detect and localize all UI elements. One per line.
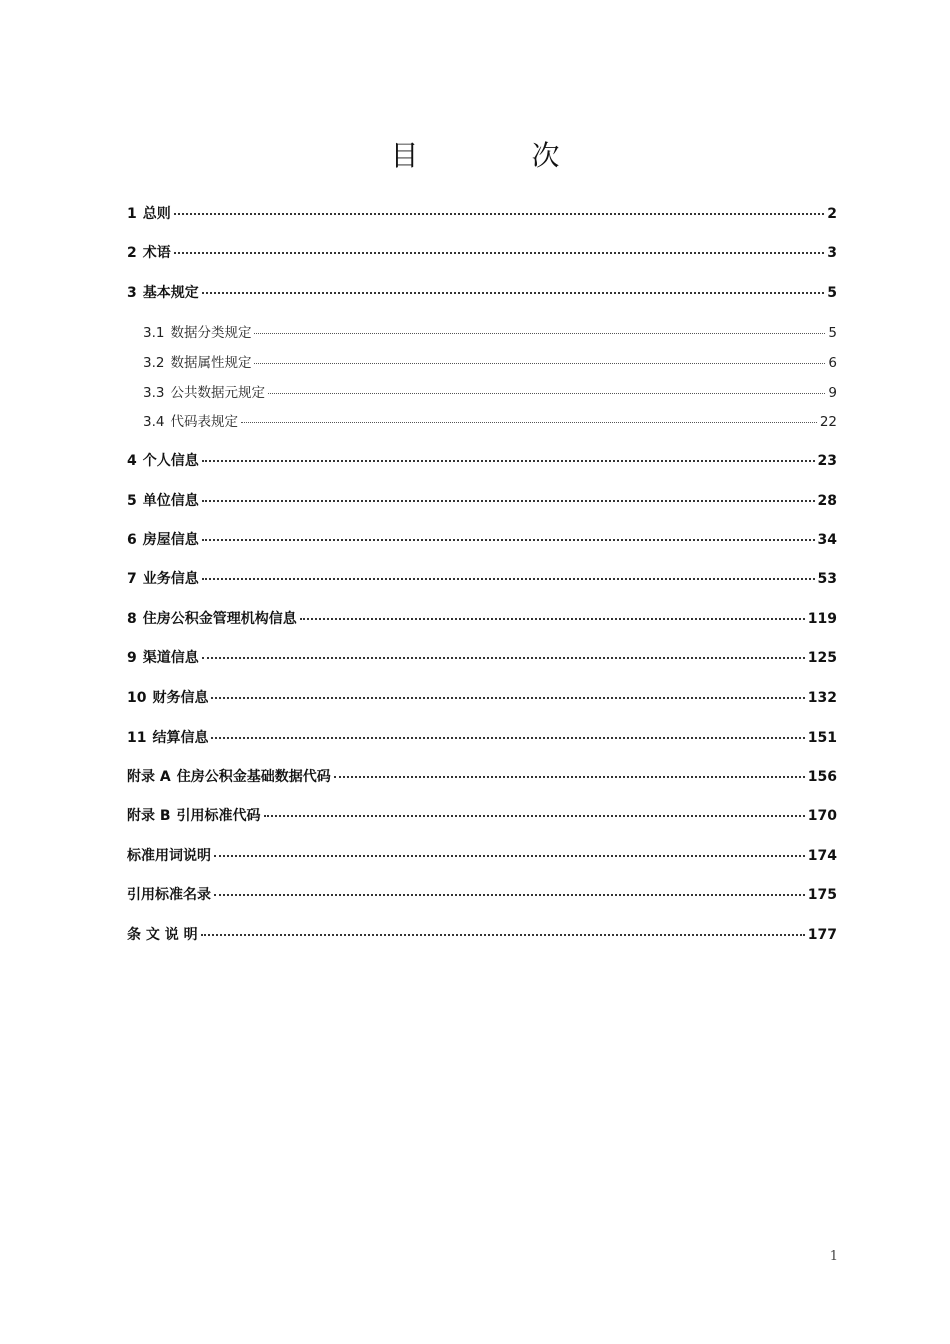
toc-subentry-classification[interactable] (127, 321, 837, 341)
toc-entry-label: 住房公积金管理机构信息 (142, 611, 297, 627)
toc-entry-unit-info[interactable] (127, 490, 837, 510)
toc-entry-housing-info[interactable] (127, 529, 837, 549)
toc-subentry-common-elements[interactable] (127, 381, 837, 401)
toc-entry-page: 6 (828, 355, 837, 371)
toc-entry-label: 财务信息 (152, 690, 209, 706)
dot-leader (202, 657, 805, 659)
toc-entry-label: 数据分类规定 (170, 325, 252, 341)
toc-entry-page: 174 (807, 848, 837, 864)
toc-entry-label: 标准用词说明 (127, 848, 211, 864)
toc-entry-business-info[interactable] (127, 568, 837, 588)
toc-entry-label: 条 文 说 明 (127, 927, 198, 943)
toc-entry-label: 公共数据元规定 (170, 385, 265, 401)
toc-entry-finance-info[interactable] (127, 687, 837, 707)
toc-entry-referenced-standards[interactable] (127, 884, 837, 904)
toc-entry-number: 1 (127, 206, 137, 222)
toc-entry-label: 住房公积金基础数据代码 (176, 769, 331, 785)
toc-entry-page: 125 (807, 650, 837, 666)
page-number: 1 (829, 1249, 838, 1264)
toc-entry-page: 5 (828, 325, 837, 341)
toc-entry-clause-explanation[interactable] (127, 924, 837, 944)
dot-leader (214, 894, 805, 896)
toc-subentry-code-tables[interactable] (127, 410, 837, 430)
toc-entry-page: 28 (817, 493, 837, 509)
toc-entry-number: 11 (127, 730, 147, 746)
toc-entry-number: 8 (127, 611, 137, 627)
toc-entry-label: 个人信息 (142, 453, 199, 469)
dot-leader (264, 815, 805, 817)
dot-leader (202, 539, 815, 541)
dot-leader (241, 422, 817, 423)
toc-entry-number: 10 (127, 690, 147, 706)
toc-entry-label: 引用标准名录 (127, 887, 211, 903)
dot-leader (268, 393, 825, 394)
toc-entry-page: 151 (807, 730, 837, 746)
toc-entry-page: 170 (807, 808, 837, 824)
toc-entry-number: 4 (127, 453, 137, 469)
toc-entry-terms[interactable] (127, 242, 837, 262)
toc-entry-label: 引用标准代码 (176, 808, 261, 824)
dot-leader (202, 460, 815, 462)
toc-entry-number: 3.3 (143, 385, 165, 401)
dot-leader (202, 500, 815, 502)
toc-entry-number: 3 (127, 285, 137, 301)
toc-entry-number: 2 (127, 245, 137, 261)
dot-leader (211, 737, 804, 739)
toc-entry-page: 5 (827, 285, 837, 301)
toc-entry-label: 代码表规定 (170, 414, 238, 430)
toc-entry-page: 3 (827, 245, 837, 261)
toc-subentry-attributes[interactable] (127, 351, 837, 371)
toc-entry-number: 9 (127, 650, 137, 666)
dot-leader (174, 213, 825, 215)
toc-entry-page: 175 (807, 887, 837, 903)
toc-entry-number: 附录 A (127, 769, 171, 785)
dot-leader (211, 697, 804, 699)
page-title: 目 次 (390, 139, 612, 172)
toc-entry-label: 渠道信息 (142, 650, 199, 666)
toc-entry-appendix-a[interactable] (127, 766, 837, 786)
toc-entry-wording-notes[interactable] (127, 845, 837, 865)
toc-entry-number: 3.2 (143, 355, 165, 371)
toc-entry-label: 房屋信息 (142, 532, 199, 548)
toc-entry-page: 9 (828, 385, 837, 401)
toc-entry-personal-info[interactable] (127, 450, 837, 470)
toc-entry-label: 基本规定 (142, 285, 199, 301)
toc-entry-page: 132 (807, 690, 837, 706)
toc-entry-general[interactable] (127, 203, 837, 223)
toc-entry-label: 总则 (142, 206, 171, 222)
dot-leader (254, 363, 825, 364)
toc-entry-number: 5 (127, 493, 137, 509)
dot-leader (174, 252, 825, 254)
toc-entry-number: 附录 B (127, 808, 171, 824)
dot-leader (300, 618, 805, 620)
toc-entry-label: 术语 (142, 245, 171, 261)
dot-leader (254, 333, 825, 334)
toc-entry-basic-rules[interactable] (127, 282, 837, 302)
dot-leader (214, 855, 805, 857)
dot-leader (202, 578, 815, 580)
toc-entry-page: 23 (817, 453, 837, 469)
toc-entry-label: 单位信息 (142, 493, 199, 509)
toc-entry-page: 34 (817, 532, 837, 548)
toc-entry-channel-info[interactable] (127, 647, 837, 667)
toc-entry-page: 156 (807, 769, 837, 785)
toc-entry-number: 6 (127, 532, 137, 548)
toc-entry-number: 3.1 (143, 325, 165, 341)
toc-entry-page: 53 (817, 571, 837, 587)
toc-entry-number: 3.4 (143, 414, 165, 430)
toc-entry-label: 业务信息 (142, 571, 199, 587)
toc-entry-page: 2 (827, 206, 837, 222)
dot-leader (201, 934, 805, 936)
toc-entry-label: 数据属性规定 (170, 355, 252, 371)
toc-entry-page: 177 (807, 927, 837, 943)
toc-entry-appendix-b[interactable] (127, 805, 837, 825)
toc-entry-settlement-info[interactable] (127, 727, 837, 747)
toc-entry-page: 22 (819, 414, 837, 430)
dot-leader (334, 776, 805, 778)
toc-entry-agency-info[interactable] (127, 608, 837, 628)
toc-entry-number: 7 (127, 571, 137, 587)
toc-entry-label: 结算信息 (152, 730, 209, 746)
dot-leader (202, 292, 825, 294)
toc-entry-page: 119 (807, 611, 837, 627)
